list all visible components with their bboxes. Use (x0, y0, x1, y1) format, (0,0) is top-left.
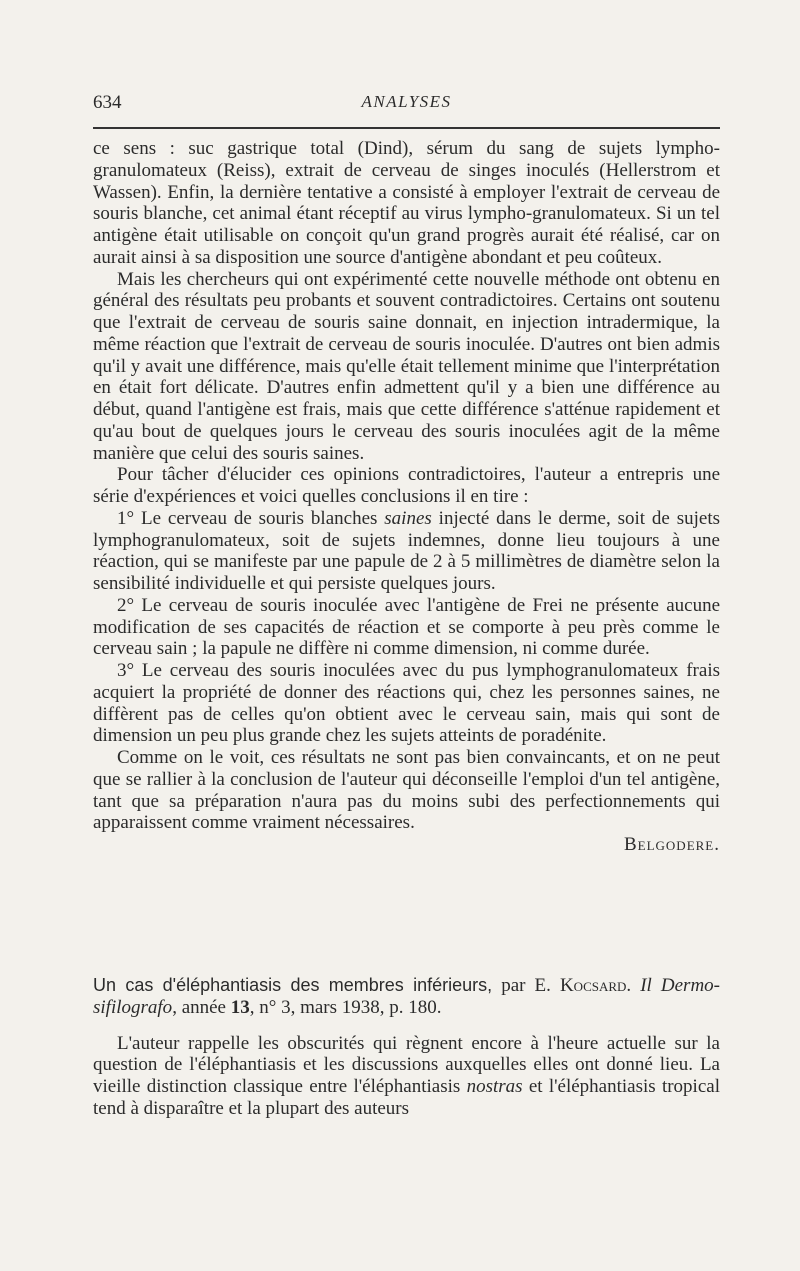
paragraph: Mais les chercheurs qui ont expérimenté cette nouvelle méthode ont obtenu en général des résultats peu probants et souvent contradictoires. Certains ont soutenu que l'extrait de cerveau de souris saine donnait, en injection intradermique, la même réaction que l'extrait de cerveau de souris inoculée. D'autres ont bien admis qu'il y avait une différence, mais qu'elle était tellement minime que l'interprétation en était fort délicate. D'autres enfin admettent qu'il y a bien une différence au début, quand l'antigène est frais, mais que cette différence s'atténue rapidement et qu'au bout de quelques jours le cerveau des souris inoculées agit de la même manière que celui des souris saines. (93, 268, 720, 464)
ref-sep: . (626, 975, 641, 996)
ref-annee: , année (172, 996, 231, 1018)
item-1-text-rest: injecté dans le derme, soit de sujets lymphogranulomateux, soit de sujets indemnes, donne lieu toujours à une réaction, qui se manifeste par une papule de 2 à 5 millimètres de diamètre selon la sensibilité individuelle et qui persiste quelques jours. (93, 507, 721, 594)
conclusion-paragraph: Comme on le voit, ces résultats ne sont pas bien convaincants, et on ne peut que se rallier à la conclusion de l'auteur qui déconseille l'emploi d'un tel antigène, tant que sa préparation n'aura pas du moins subi des perfectionnements qui apparaissent comme vraiment nécessaires. (93, 747, 720, 834)
conclusion-item-3: 3° Le cerveau des souris inoculées avec du pus lymphogranulomateux frais acquiert la propriété de donner des réactions qui, chez les personnes saines, ne diffèrent pas de celles qu'on obtient avec le cerveau sain, mais qui sont de dimension un peu plus grande chez les sujets atteints de poradénite. (93, 660, 720, 747)
reviewer-signature: Belgodere. (623, 834, 720, 855)
ref-rest: , n° 3, mars 1938, p. 180. (249, 996, 442, 1018)
item-1-text: 1° Le cerveau de souris blanches (117, 507, 385, 529)
conclusion-item-1 (93, 508, 720, 595)
page-number: 634 (93, 92, 122, 113)
ref-author: Kocsard (559, 975, 627, 996)
para-1-text-rest: et l'éléphantiasis tropical tend à disparaître et la plupart des auteurs (93, 1076, 720, 1119)
conclusion-item-2: 2° Le cerveau de souris inoculée avec l'antigène de Frei ne présente aucune modification de ses capacités de réaction et se comporte à peu près comme le cerveau sain ; la papule ne diffère ni comme dimension, ni comme durée. (93, 594, 720, 660)
item-1-italic: saines (384, 507, 432, 529)
paragraph (93, 1033, 720, 1120)
article-2-reference (93, 975, 720, 1019)
article-2-body (93, 1033, 720, 1120)
header-rule (93, 127, 720, 129)
ref-par: par E. (492, 975, 560, 996)
article-1-text (93, 138, 720, 856)
para-1-text: L'auteur rappelle les obscurités qui règnent encore à l'heure actuelle sur la question de l'éléphantiasis et les discussions auxquelles elles ont donné lieu. La vieille distinction classique entre l'éléphantiasis (93, 1032, 720, 1097)
paragraph: ce sens : suc gastrique total (Dind), sérum du sang de sujets lympho-granulomateux (Reiss), extrait de cerveau de singes inoculés (Hellerstrom et Wassen). Enfin, la dernière tentative a consisté à employer l'extrait de cerveau de souris blanche, cet animal étant réceptif au virus lympho-granulomateux. Si un tel antigène était utilisable on conçoit qu'un grand progrès aurait été réalisé, car on aurait ainsi à sa disposition une source d'antigène abondant et peu coûteux. (93, 138, 720, 268)
running-title: ANALYSES (361, 92, 452, 111)
para-1-italic: nostras (466, 1076, 523, 1097)
paragraph: Pour tâcher d'élucider ces opinions contradictoires, l'auteur a entrepris une série d'expériences et voici quelles conclusions il en tire : (93, 464, 720, 507)
article-2-title: Un cas d'éléphantiasis des membres inférieurs, (93, 975, 493, 995)
article-2 (93, 975, 720, 1120)
page-header (93, 92, 720, 122)
ref-journal: Il Dermo-sifilografo (93, 975, 720, 1018)
ref-volume: 13 (230, 996, 250, 1018)
